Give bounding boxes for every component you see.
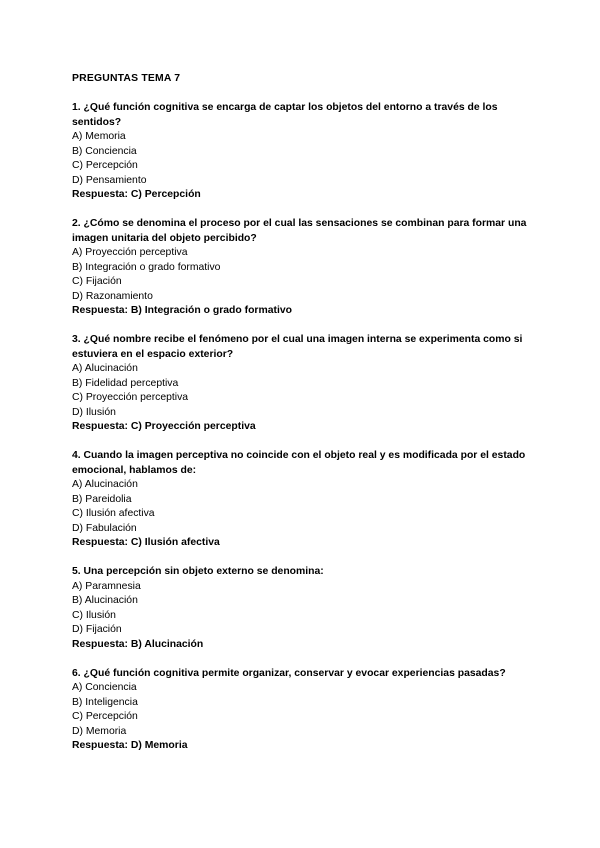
answer: Respuesta: C) Percepción [72,189,201,200]
option-a: A) Proyección perceptiva [72,247,188,258]
option-d: D) Pensamiento [72,174,147,186]
option-d: D) Fabulación [72,522,137,534]
option-b: B) Integración o grado formativo [72,261,221,273]
question-1 [72,101,532,203]
option-b: B) Inteligencia [72,696,138,708]
question-text: 2. ¿Cómo se denomina el proceso por el cual las sensaciones se combinan para formar una imagen unitaria del objeto percibido? [72,218,527,244]
answer: Respuesta: B) Alucinación [72,638,204,650]
option-d: D) Fijación [72,624,122,635]
question-3 [72,333,532,435]
option-c: C) Proyección perceptiva [72,392,189,403]
question-text: 6. ¿Qué función cognitiva permite organizar, conservar y evocar experiencias pasadas? [72,667,506,679]
option-d: D) Ilusión [72,406,116,418]
option-b: B) Pareidolia [72,493,132,505]
option-d: D) Memoria [72,725,127,737]
document-page [72,72,532,768]
question-text: 5. Una percepción sin objeto externo se denomina: [72,566,324,577]
option-b: B) Alucinación [72,595,138,606]
option-b: B) Conciencia [72,145,137,157]
question-text: 4. Cuando la imagen perceptiva no coincide con el objeto real y es modificada por el estado emocional, hablamos de: [72,450,526,476]
document-title: PREGUNTAS TEMA 7 [72,73,181,84]
question-4 [72,449,532,551]
question-6 [72,667,532,754]
option-c: C) Percepción [72,711,138,722]
option-c: C) Fijación [72,276,122,287]
question-text: 3. ¿Qué nombre recibe el fenómeno por el cual una imagen interna se experimenta como si estuviera en el espacio exterior? [72,334,523,360]
option-d: D) Razonamiento [72,290,153,302]
answer: Respuesta: C) Ilusión afectiva [72,537,220,548]
option-a: A) Conciencia [72,682,137,693]
question-2 [72,217,532,319]
option-a: A) Paramnesia [72,580,141,592]
answer: Respuesta: B) Integración o grado formativo [72,305,292,316]
answer: Respuesta: D) Memoria [72,740,188,751]
option-c: C) Percepción [72,160,138,171]
option-c: C) Ilusión afectiva [72,508,155,519]
option-b: B) Fidelidad perceptiva [72,377,179,389]
option-a: A) Memoria [72,131,126,142]
answer: Respuesta: C) Proyección perceptiva [72,421,256,432]
option-c: C) Ilusión [72,609,116,621]
question-5 [72,565,532,652]
question-text: 1. ¿Qué función cognitiva se encarga de captar los objetos del entorno a través de los sentidos? [72,102,498,128]
option-a: A) Alucinación [72,363,138,374]
option-a: A) Alucinación [72,479,138,490]
